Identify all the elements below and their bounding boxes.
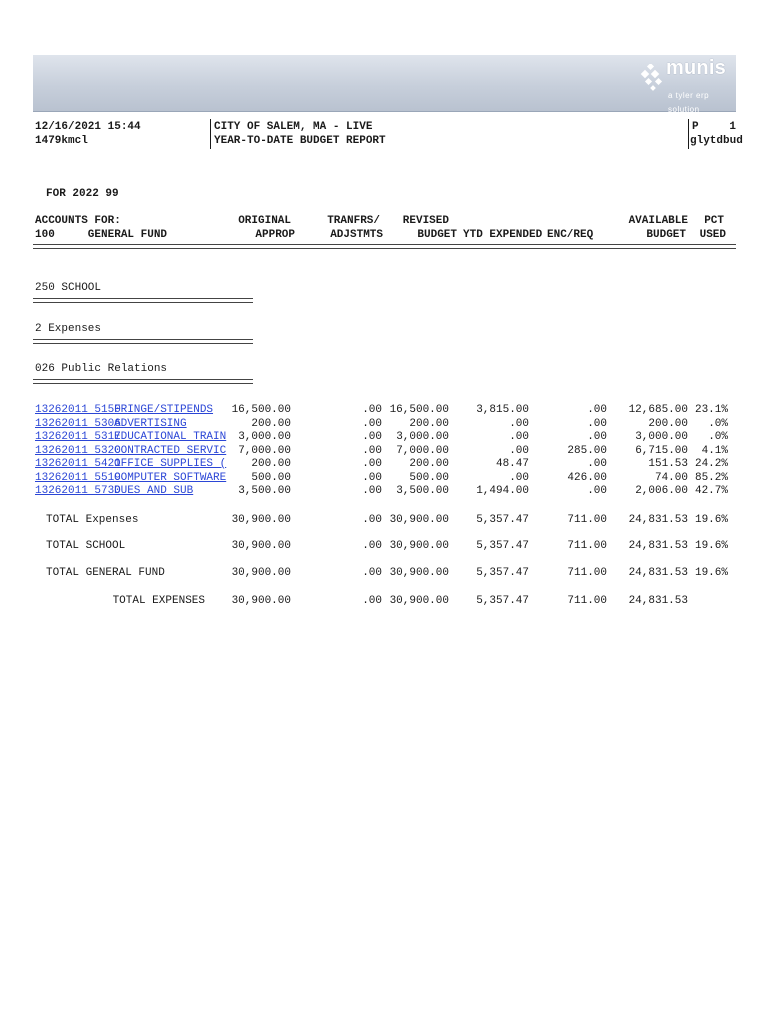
account-description-link[interactable]: FRINGE/STIPENDS (114, 404, 214, 416)
total-cell-rev: 30,900.00 (389, 567, 449, 579)
total-cell-enc: 711.00 (567, 595, 607, 607)
program-name: glytdbud (690, 135, 743, 147)
col-available-2: BUDGET (646, 229, 686, 241)
total-cell-pct: 19.6% (694, 567, 728, 579)
cell-enc: 285.00 (567, 444, 607, 457)
cell-enc: .00 (587, 485, 607, 497)
cell-rev: 500.00 (409, 471, 449, 484)
cell-rev: 200.00 (409, 458, 449, 470)
total-cell-pct: 19.6% (694, 540, 728, 552)
cell-orig: 3,000.00 (238, 431, 291, 443)
total-cell-orig: 30,900.00 (231, 540, 291, 552)
col-pct-1: PCT (704, 215, 724, 227)
table-row (0, 472, 770, 485)
cell-pct: .0% (708, 431, 728, 443)
total-cell-pct: 19.6% (694, 514, 728, 526)
cell-ytd: .00 (509, 471, 529, 484)
cell-pct: 42.7% (694, 485, 728, 497)
col-original-2: APPROP (255, 229, 295, 241)
report-title: YEAR-TO-DATE BUDGET REPORT (214, 135, 386, 147)
cell-avail: 151.53 (648, 458, 688, 470)
col-pct-2: USED (699, 229, 726, 241)
col-original-1: ORIGINAL (238, 215, 291, 227)
total-cell-avail: 24,831.53 (628, 540, 688, 552)
group-type: 2 Expenses (35, 323, 102, 335)
total-cell-rev: 30,900.00 (389, 514, 449, 526)
cell-enc: .00 (587, 458, 607, 470)
cell-pct: 85.2% (694, 471, 728, 484)
table-row (0, 404, 770, 417)
logo-tagline: a tyler erp solution (668, 91, 710, 114)
total-label: TOTAL EXPENSES (112, 595, 205, 607)
logo-name: munis (666, 57, 726, 79)
account-description-link[interactable]: OFFICE SUPPLIES ( (114, 458, 227, 470)
cell-pct: 4.1% (701, 444, 728, 457)
cell-ytd: 48.47 (495, 458, 529, 470)
total-cell-tran: .00 (362, 540, 382, 552)
cell-rev: 200.00 (409, 417, 449, 430)
total-cell-enc: 711.00 (567, 567, 607, 579)
cell-avail: 200.00 (648, 417, 688, 430)
total-cell-orig: 30,900.00 (231, 567, 291, 579)
cell-enc: .00 (587, 431, 607, 443)
report-org: CITY OF SALEM, MA - LIVE (214, 121, 373, 133)
cell-tran: .00 (362, 471, 382, 484)
account-number-link[interactable]: 13262011 5320 (35, 444, 121, 457)
account-description-link[interactable]: ADVERTISING (114, 417, 187, 430)
col-enc-req: ENC/REQ (547, 229, 594, 241)
total-label: TOTAL SCHOOL (46, 540, 126, 552)
cell-ytd: 3,815.00 (476, 404, 529, 416)
total-cell-ytd: 5,357.47 (476, 514, 529, 526)
table-row (0, 431, 770, 444)
account-number-link[interactable]: 13262011 5306 (35, 417, 121, 430)
cell-enc: .00 (587, 417, 607, 430)
cell-tran: .00 (362, 458, 382, 470)
table-row (0, 445, 770, 458)
account-number-link[interactable]: 13262011 5421 (35, 458, 121, 470)
group-sub: 026 Public Relations (35, 363, 168, 375)
table-row (0, 418, 770, 431)
cell-pct: .0% (708, 417, 728, 430)
table-row (0, 458, 770, 471)
account-number-link[interactable]: 13262011 5317 (35, 431, 121, 443)
col-revised-1: REVISED (402, 215, 449, 227)
account-description-link[interactable]: COMPUTER SOFTWARE (114, 471, 227, 484)
report-period: FOR 2022 99 (46, 188, 119, 200)
total-cell-avail: 24,831.53 (628, 514, 688, 526)
total-cell-tran: .00 (362, 514, 382, 526)
cell-avail: 3,000.00 (635, 431, 688, 443)
report-banner (33, 55, 736, 112)
total-cell-orig: 30,900.00 (231, 595, 291, 607)
total-cell-avail: 24,831.53 (628, 595, 688, 607)
report-datetime: 12/16/2021 15:44 (35, 121, 141, 133)
total-row (0, 514, 770, 527)
account-number-link[interactable]: 13262011 5730 (35, 485, 121, 497)
cell-ytd: 1,494.00 (476, 485, 529, 497)
account-number-link[interactable]: 13262011 5150 (35, 404, 121, 416)
table-row (0, 485, 770, 498)
group-dept-rule (33, 298, 253, 303)
total-cell-enc: 711.00 (567, 514, 607, 526)
accounts-for-label: ACCOUNTS FOR: (35, 215, 121, 227)
total-cell-orig: 30,900.00 (231, 514, 291, 526)
total-cell-tran: .00 (362, 595, 382, 607)
cell-rev: 3,000.00 (396, 431, 449, 443)
total-cell-ytd: 5,357.47 (476, 595, 529, 607)
total-cell-ytd: 5,357.47 (476, 567, 529, 579)
total-row (0, 540, 770, 553)
total-label: TOTAL Expenses (46, 514, 139, 526)
cell-orig: 200.00 (251, 417, 291, 430)
col-available-1: AVAILABLE (628, 215, 688, 227)
page-number: 1 (729, 121, 736, 133)
total-label: TOTAL GENERAL FUND (46, 567, 165, 579)
group-dept: 250 SCHOOL (35, 282, 102, 294)
total-cell-rev: 30,900.00 (389, 595, 449, 607)
cell-rev: 3,500.00 (396, 485, 449, 497)
report-user: 1479kmcl (35, 135, 88, 147)
cell-avail: 6,715.00 (635, 444, 688, 457)
header-divider-right (688, 119, 689, 149)
col-ytd-expended: YTD EXPENDED (463, 229, 543, 241)
cell-orig: 7,000.00 (238, 444, 291, 457)
cell-pct: 23.1% (694, 404, 728, 416)
cell-rev: 7,000.00 (396, 444, 449, 457)
col-revised-2: BUDGET (417, 229, 457, 241)
cell-orig: 500.00 (251, 471, 291, 484)
total-cell-rev: 30,900.00 (389, 540, 449, 552)
account-description-link[interactable]: EDUCATIONAL TRAIN (114, 431, 227, 443)
col-tranfrs-2: ADJSTMTS (330, 229, 383, 241)
account-number-link[interactable]: 13262011 5519 (35, 471, 121, 484)
total-cell-enc: 711.00 (567, 540, 607, 552)
cell-ytd: .00 (509, 444, 529, 457)
munis-logo-icon (638, 64, 666, 94)
group-sub-rule (33, 379, 253, 384)
total-cell-ytd: 5,357.47 (476, 540, 529, 552)
page-label: P (692, 121, 699, 133)
account-description-link[interactable]: CONTRACTED SERVIC (114, 444, 227, 457)
cell-orig: 3,500.00 (238, 485, 291, 497)
header-divider-left (210, 119, 211, 149)
cell-tran: .00 (362, 431, 382, 443)
header-separator (33, 244, 736, 249)
cell-ytd: .00 (509, 431, 529, 443)
cell-tran: .00 (362, 485, 382, 497)
total-row (0, 567, 770, 580)
cell-tran: .00 (362, 417, 382, 430)
cell-avail: 12,685.00 (628, 404, 688, 416)
cell-orig: 16,500.00 (231, 404, 291, 416)
col-tranfrs-1: TRANFRS/ (327, 215, 380, 227)
cell-tran: .00 (362, 404, 382, 416)
cell-orig: 200.00 (251, 458, 291, 470)
cell-rev: 16,500.00 (389, 404, 449, 416)
total-cell-tran: .00 (362, 567, 382, 579)
cell-ytd: .00 (509, 417, 529, 430)
account-description-link[interactable]: DUES AND SUB (114, 485, 194, 497)
cell-enc: 426.00 (567, 471, 607, 484)
munis-logo (638, 57, 728, 114)
total-cell-avail: 24,831.53 (628, 567, 688, 579)
cell-enc: .00 (587, 404, 607, 416)
group-type-rule (33, 339, 253, 344)
cell-avail: 2,006.00 (635, 485, 688, 497)
cell-tran: .00 (362, 444, 382, 457)
total-row (0, 595, 770, 608)
cell-avail: 74.00 (654, 471, 688, 484)
fund-label: 100 GENERAL FUND (35, 229, 168, 241)
cell-pct: 24.2% (694, 458, 728, 470)
